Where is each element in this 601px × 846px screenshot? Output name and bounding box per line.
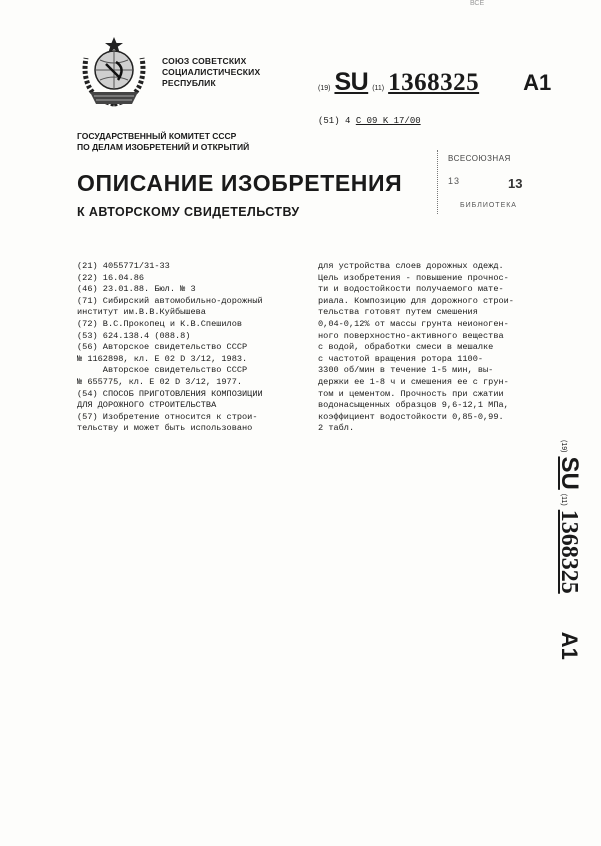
abstract-line: 0,04-0,12% от массы грунта неионоген- [318, 318, 509, 329]
top-corner-mark: ВСЕ [470, 0, 485, 7]
kind-code: A1 [523, 70, 552, 95]
bibliographic-data [77, 261, 309, 435]
stamp-line: ВСЕСОЮЗНАЯ [448, 154, 511, 163]
biblio-line: (56) Авторское свидетельство СССР [77, 342, 248, 353]
abstract-line: риала. Композицию для дорожного строи- [318, 295, 514, 306]
biblio-line: (72) В.С.Прокопец и К.В.Спешилов [77, 318, 243, 329]
patent-number-value: 1368325 [388, 69, 480, 96]
abstract-line: с водой, обработки смеси в мешалке [318, 342, 494, 353]
abstract-line: Цель изобретения - повышение прочнос- [318, 272, 509, 283]
biblio-line: (46) 23.01.88. Бюл. № 3 [77, 284, 196, 295]
biblio-line: (21) 4055771/31-33 [77, 261, 170, 271]
abstract-line: тельства готовят путем смешения [318, 307, 478, 318]
ipc-classification [318, 116, 421, 126]
stamp-line: 13 [448, 176, 461, 186]
biblio-line: № 1162898, кл. E 02 D 3/12, 1983. [77, 353, 248, 364]
abstract-line: ти и водостойкости получаемого мате- [318, 284, 504, 295]
document-title: ОПИСАНИЕ ИЗОБРЕТЕНИЯ [77, 170, 403, 196]
abstract-text [318, 261, 550, 435]
document-subtitle: К АВТОРСКОМУ СВИДЕТЕЛЬСТВУ [77, 205, 300, 219]
abstract-line: водонасыщенных образцов 9,6-12,1 МПа, [318, 400, 509, 411]
issuer-name [162, 56, 260, 89]
abstract-line: ного поверхностно-активного вещества [318, 330, 504, 341]
biblio-line: Авторское свидетельство СССР [77, 365, 248, 376]
biblio-line: ДЛЯ ДОРОЖНОГО СТРОИТЕЛЬСТВА [77, 400, 217, 411]
abstract-line: держки ее 1-8 ч и смешения ее с грун- [318, 376, 509, 387]
committee-name [77, 131, 249, 153]
vertical-patent-number [555, 440, 583, 710]
biblio-line: (22) 16.04.86 [77, 272, 145, 283]
abstract-line: том и цементом. Прочность при сжатии [318, 388, 504, 399]
abstract-line: для устройства слоев дорожных одежд. [318, 261, 504, 271]
stamp-line: БИБЛИОТЕКА [460, 202, 517, 209]
abstract-line: 3300 об/мин в течение 1-5 мин, вы- [318, 365, 494, 376]
biblio-line: институт им.В.В.Куйбышева [77, 307, 206, 318]
committee-line: ГОСУДАРСТВЕННЫЙ КОМИТЕТ СССР [77, 131, 237, 141]
biblio-line: (57) Изобретение относится к строи- [77, 411, 258, 422]
country-code: SU [334, 68, 369, 96]
committee-line: ПО ДЕЛАМ ИЗОБРЕТЕНИЙ И ОТКРЫТИЙ [77, 142, 250, 152]
biblio-line: (71) Сибирский автомобильно-дорожный [77, 295, 263, 306]
code-11: (11) [372, 85, 385, 92]
patent-number-value: 1368325 [556, 509, 582, 594]
biblio-line: тельству и может быть использовано [77, 423, 253, 434]
abstract-line: коэффициент водостойкости 0,85-0,99. [318, 411, 504, 422]
code-19: (19) [560, 440, 567, 453]
abstract-line: с частотой вращения ротора 1100- [318, 353, 484, 364]
patent-number [318, 68, 551, 97]
code-11: (11) [560, 493, 567, 506]
biblio-line: (53) 624.138.4 (088.8) [77, 330, 191, 341]
ussr-emblem-icon [76, 34, 152, 110]
code-51: (51) 4 [318, 116, 351, 126]
country-code: SU [556, 456, 583, 490]
stamp-line: 13 [508, 176, 523, 191]
kind-code: A1 [557, 631, 582, 660]
code-19: (19) [318, 85, 331, 92]
issuer-line: РЕСПУБЛИК [162, 78, 216, 88]
issuer-line: СОЮЗ СОВЕТСКИХ [162, 56, 247, 66]
ipc-code: C 09 K 17/00 [355, 116, 421, 126]
biblio-line: (54) СПОСОБ ПРИГОТОВЛЕНИЯ КОМПОЗИЦИИ [77, 388, 263, 399]
abstract-line: 2 табл. [318, 423, 355, 434]
biblio-line: № 655775, кл. E 02 D 3/12, 1977. [77, 376, 243, 387]
issuer-line: СОЦИАЛИСТИЧЕСКИХ [162, 67, 261, 77]
library-stamp [437, 150, 554, 214]
